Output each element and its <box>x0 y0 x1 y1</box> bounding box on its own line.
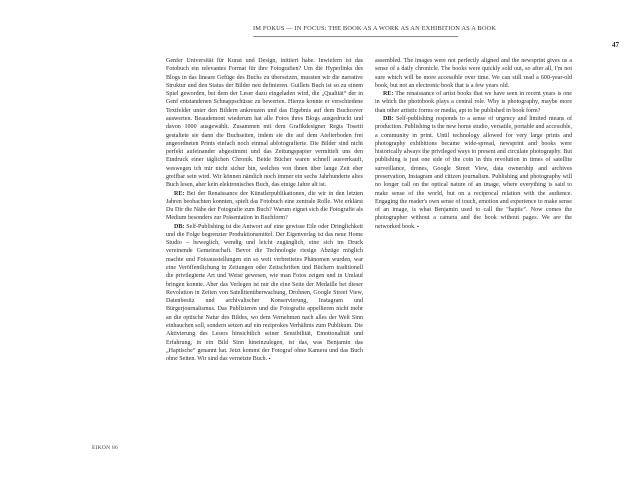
speaker-label: DB: <box>174 223 185 230</box>
paragraph-text: assembled. The images were not perfectly aligned and the newsprint gives us a sense of a daily chronicle. The books were quickly sold out, so after all, I'm not sure which will be more accessible over time. We can still read a 600-year-old book, but not an electronic book that is a few years old. <box>375 58 572 89</box>
paragraph <box>166 190 363 223</box>
german-text-column <box>166 57 363 364</box>
end-mark: ▪ <box>417 224 419 230</box>
paragraph-text: The renaissance of artist books that we have seen in recent years is one in which the photobook plays a central role. Why is photography, maybe more than other artistic forms or media, apt to be published in book form? <box>375 91 572 114</box>
speaker-label: RE: <box>174 190 185 197</box>
journal-footer: EIKON 86 <box>92 445 118 451</box>
paragraph-text: Self-publishing responds to a sense of urgency and limited means of production. Publishing is the new home studio, versatile, portable and accessible, a community in print. Until technology allowed for very large prints and photography exhibitions became wide-spread, newsprint and books were historically always the privileged ways to present and circulate photography. But publishing is just one side of the coin in this revolution in times of satellite surveillance, drones, Google Street View, data ownership and archives preservation, Instagram and citizen journalism. Publishing and photography will no longer call on the optical nature of an image, where everything is said to make sense of the world, but on a reciprocal relation with the audience. Engaging the reader's own sense of touch, emotion and experience to make sense of an image, is what Benjamin used to call the "haptic". Now comes the photographer without a camera and the book without pages. We are the networked book. <box>375 115 573 230</box>
paragraph <box>166 223 363 365</box>
speaker-label: RE: <box>383 91 394 98</box>
end-mark: ▪ <box>268 357 271 363</box>
paragraph <box>166 57 363 190</box>
page-number: 47 <box>612 41 619 49</box>
speaker-label: DB: <box>383 115 394 122</box>
english-text-column <box>375 57 572 232</box>
paragraph <box>375 57 572 90</box>
paragraph-text: Self-Publishing ist die Antwort auf eine gewisse Eile oder Dringlichkeit und die Folge begrenzter Produktionsmittel. Der Eigenverlag ist das neue Home Studio – beweglich, wendig und leicht zugänglich, eine sich im Druck vereinende Gemeinschaft. Bevor die Technologie riesige Abzüge möglich machte und Fotoausstellungen ein so weit verbreitetes Phänomen wurden, war eine Veröffentlichung in Zeitungen oder Zeitschriften und Büchern traditionell die privilegierte Art und Weise gewesen, wie man Fotos zeigen und in Umlauf bringen konnte. Aber das Verlegen ist nur die eine Seite der Medaille bei dieser Revolution in Zeiten von Satellitenüberwachung, Drohnen, Google Street View, Datenbesitz und archivalischer Konservierung, Instagram und Bürgerjournalismus. Das Publizieren und die Fotografie appellieren nicht mehr an die optische Natur des Bildes, wo dem Vernehmen nach alles der Welt Sinn einhauchen soll, sondern setzen auf ein reziprokes Verhältnis zum Publikum. Die Aktivierung des Lesers hinsichtlich seiner Sensibilität, Emotionalität und Erfahrung, in ein Bild Sinn hineinzulegen, ist das, was Benjamin das „Haptische“ genannt hat. Jetzt kommt der Fotograf ohne Kamera und das Buch ohne Seiten. Wir sind das vernetzte Buch. <box>166 223 363 363</box>
running-header: IM FOKUS — IN FOCUS: THE BOOK AS A WORK AS AN EXHIBITION AS A BOOK <box>253 25 497 32</box>
paragraph-text: Genfer Universität für Kunst und Design, initiiert habe. Inwiefern ist das Fotobuch ein relevantes Format für ihre Fotografien? Um die Hyperlinks des Blogs in das lineare Gefüge des Buchs zu übersetzen, mussten wir die narrative Struktur und den Status der Bilder neu definieren. Guillets Buch ist so zu einem Spiel geworden, bei dem der Leser dazu eingeladen wird, die „Qualität“ der in Genf entstandenen Schnappschüsse zu bewerten. Hierzu konnte er verschiedene Textfelder unter den Bildern ankreuzen und das Ergebnis auf dem Buchcover auswerten. Beaudemont wiederum hat alle Fotos ihres Blogs ausgedruckt und davon 1000 ausgewählt. Zusammen mit dem Grafikdesigner Regis Tosetti gestaltete sie dann die Buchseiten, indem sie die auf dem Atelierboden frei angeordneten Prints einfach noch einmal abfotografierte. Die Bilder sind nicht perfekt aufeinander abgestimmt und das Zeitungspapier vermittelt uns den Eindruck einer täglichen Chronik. Beide Bücher waren schnell ausverkauft, weswegen ich mir nicht sicher bin, welches von ihnen über lange Zeit eher greifbar sein wird. Wir können nämlich noch immer ein sechs Jahrhunderte altes Buch lesen, aber kein elektronisches Buch, das einige Jahre alt ist. <box>166 58 363 189</box>
paragraph-text: Bei der Renaissance der Künstlerpublikationen, die wir in den letzten Jahren beobachten konnten, spielt das Fotobuch eine zentrale Rolle. Wie erklärst Du Dir die Nähe der Fotografie zum Buch? Warum eignet sich die Fotografie als Medium besonders zur Präsentation in Buchform? <box>166 190 364 222</box>
paragraph <box>375 115 572 232</box>
header-divider <box>253 36 458 37</box>
paragraph <box>375 90 572 115</box>
